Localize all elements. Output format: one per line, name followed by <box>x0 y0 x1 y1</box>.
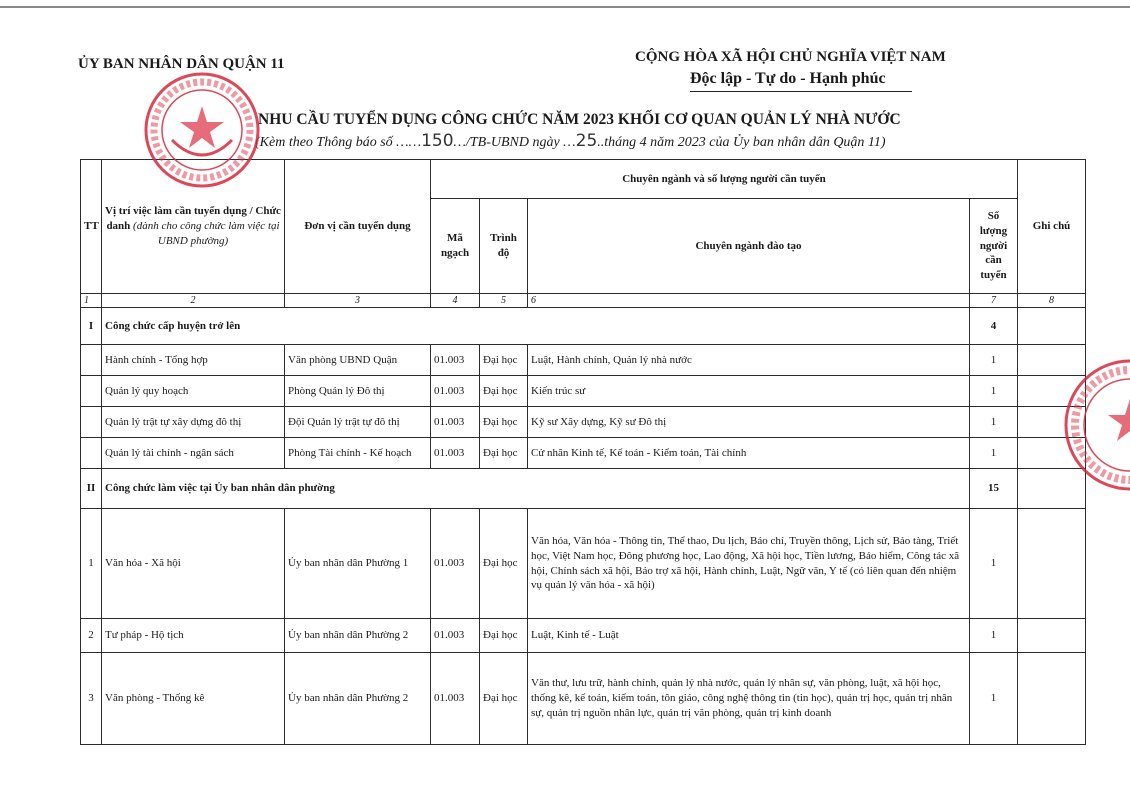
row-note <box>1018 653 1086 745</box>
row-no <box>81 407 102 438</box>
row-major: Văn hóa, Văn hóa - Thông tin, Thể thao, Du lịch, Báo chí, Truyền thông, Lịch sử, Bảo tàng, Triết học, Việt Nam học, Đông phương học, Lao động, Xã hội học, Tiền lương, Bảo hiểm, Công tác xã hội, Chính sách xã hội, Bảo trợ xã hội, Hành chính, Luật, Ngữ văn, Y tế (có liên quan đến nhiệm vụ quản lý văn hóa - xã hội) <box>528 509 970 619</box>
table-row <box>81 438 1086 469</box>
table-row <box>81 407 1086 438</box>
section-title: Công chức cấp huyện trở lên <box>102 308 970 345</box>
table-row <box>81 345 1086 376</box>
section-title: Công chức làm việc tại Ủy ban nhân dân phường <box>102 469 970 509</box>
table-row <box>81 653 1086 745</box>
index-cell: 5 <box>480 294 528 308</box>
index-cell: 8 <box>1018 294 1086 308</box>
header-position: Vị trí việc làm cần tuyển dụng / Chức danh (dành cho công chức làm việc tại UBND phường) <box>102 160 285 294</box>
section-total: 15 <box>970 469 1018 509</box>
row-unit: Ủy ban nhân dân Phường 2 <box>285 619 431 653</box>
row-note <box>1018 509 1086 619</box>
row-major: Kỹ sư Xây dựng, Kỹ sư Đô thị <box>528 407 970 438</box>
row-unit: Ủy ban nhân dân Phường 1 <box>285 509 431 619</box>
handwritten-day: 25 <box>575 131 598 151</box>
row-code: 01.003 <box>431 619 480 653</box>
row-position: Hành chính - Tổng hợp <box>102 345 285 376</box>
row-qty: 1 <box>970 653 1018 745</box>
row-no <box>81 438 102 469</box>
header-tt: TT <box>81 160 102 294</box>
table-row <box>81 619 1086 653</box>
section-row <box>81 469 1086 509</box>
document-subtitle: (Kèm theo Thông báo số ……150…/TB-UBND ngày …25..tháng 4 năm 2023 của Ủy ban nhân dân Quận 11) <box>255 131 886 151</box>
row-position: Quản lý quy hoạch <box>102 376 285 407</box>
document-title: NHU CẦU TUYỂN DỤNG CÔNG CHỨC NĂM 2023 KHỐI CƠ QUAN QUẢN LÝ NHÀ NƯỚC <box>258 111 901 128</box>
section-total: 4 <box>970 308 1018 345</box>
row-code: 01.003 <box>431 653 480 745</box>
motto-underline <box>690 91 912 92</box>
empty-cell <box>1018 469 1086 509</box>
row-qty: 1 <box>970 619 1018 653</box>
row-qty: 1 <box>970 509 1018 619</box>
issuing-authority: ỦY BAN NHÂN DÂN QUẬN 11 <box>78 56 285 72</box>
row-level: Đại học <box>480 345 528 376</box>
row-qty: 1 <box>970 407 1018 438</box>
row-position: Văn hóa - Xã hội <box>102 509 285 619</box>
section-roman: I <box>81 308 102 345</box>
row-no <box>81 345 102 376</box>
row-unit: Văn phòng UBND Quận <box>285 345 431 376</box>
header-code: Mã ngạch <box>431 199 480 294</box>
scan-top-border <box>0 6 1130 8</box>
index-cell: 3 <box>285 294 431 308</box>
header-note: Ghi chú <box>1018 160 1086 294</box>
row-qty: 1 <box>970 376 1018 407</box>
row-level: Đại học <box>480 407 528 438</box>
handwritten-number: 150 <box>421 131 454 151</box>
row-major: Luật, Hành chính, Quản lý nhà nước <box>528 345 970 376</box>
row-level: Đại học <box>480 619 528 653</box>
row-no <box>81 376 102 407</box>
row-note <box>1018 345 1086 376</box>
row-level: Đại học <box>480 509 528 619</box>
row-major: Kiến trúc sư <box>528 376 970 407</box>
index-row <box>81 294 1086 308</box>
header-level: Trình độ <box>480 199 528 294</box>
row-unit: Phòng Quản lý Đô thị <box>285 376 431 407</box>
row-no: 2 <box>81 619 102 653</box>
header-qty: Số lượng người cần tuyển <box>970 199 1018 294</box>
row-note <box>1018 619 1086 653</box>
index-cell: 4 <box>431 294 480 308</box>
index-cell: 7 <box>970 294 1018 308</box>
row-unit: Phòng Tài chính - Kế hoạch <box>285 438 431 469</box>
row-qty: 1 <box>970 345 1018 376</box>
row-no: 1 <box>81 509 102 619</box>
recruitment-table <box>80 159 1086 745</box>
table-row <box>81 509 1086 619</box>
empty-cell <box>1018 308 1086 345</box>
row-level: Đại học <box>480 438 528 469</box>
row-major: Luật, Kinh tế - Luật <box>528 619 970 653</box>
table-row <box>81 376 1086 407</box>
header-group: Chuyên ngành và số lượng người cần tuyển <box>431 160 1018 199</box>
row-code: 01.003 <box>431 376 480 407</box>
header-major: Chuyên ngành đào tạo <box>528 199 970 294</box>
row-unit: Đội Quản lý trật tự đô thị <box>285 407 431 438</box>
row-position: Quản lý trật tự xây dựng đô thị <box>102 407 285 438</box>
index-cell: 1 <box>81 294 102 308</box>
row-code: 01.003 <box>431 509 480 619</box>
section-roman: II <box>81 469 102 509</box>
row-code: 01.003 <box>431 345 480 376</box>
section-row <box>81 308 1086 345</box>
row-position: Quản lý tài chính - ngân sách <box>102 438 285 469</box>
official-seal-stamp <box>142 70 262 190</box>
row-position: Văn phòng - Thống kê <box>102 653 285 745</box>
row-major: Cử nhân Kinh tế, Kế toán - Kiểm toán, Tài chính <box>528 438 970 469</box>
row-no: 3 <box>81 653 102 745</box>
index-cell: 2 <box>102 294 285 308</box>
row-code: 01.003 <box>431 407 480 438</box>
index-cell: 6 <box>528 294 970 308</box>
row-level: Đại học <box>480 376 528 407</box>
row-unit: Ủy ban nhân dân Phường 2 <box>285 653 431 745</box>
row-code: 01.003 <box>431 438 480 469</box>
row-position: Tư pháp - Hộ tịch <box>102 619 285 653</box>
row-qty: 1 <box>970 438 1018 469</box>
row-level: Đại học <box>480 653 528 745</box>
header-unit: Đơn vị cần tuyển dụng <box>285 160 431 294</box>
row-major: Văn thư, lưu trữ, hành chính, quản lý nhà nước, quản lý nhân sự, văn phòng, luật, xã hội học, thống kê, kế toán, kiểm toán, tôn giáo, công nghệ thông tin (tin học), quản trị học, quản trị nhân sự, quản trị nguồn nhân lực, quản trị văn phòng, quản trị kinh doanh <box>528 653 970 745</box>
national-motto: Độc lập - Tự do - Hạnh phúc <box>690 70 886 87</box>
national-name: CỘNG HÒA XÃ HỘI CHỦ NGHĨA VIỆT NAM <box>635 49 946 65</box>
